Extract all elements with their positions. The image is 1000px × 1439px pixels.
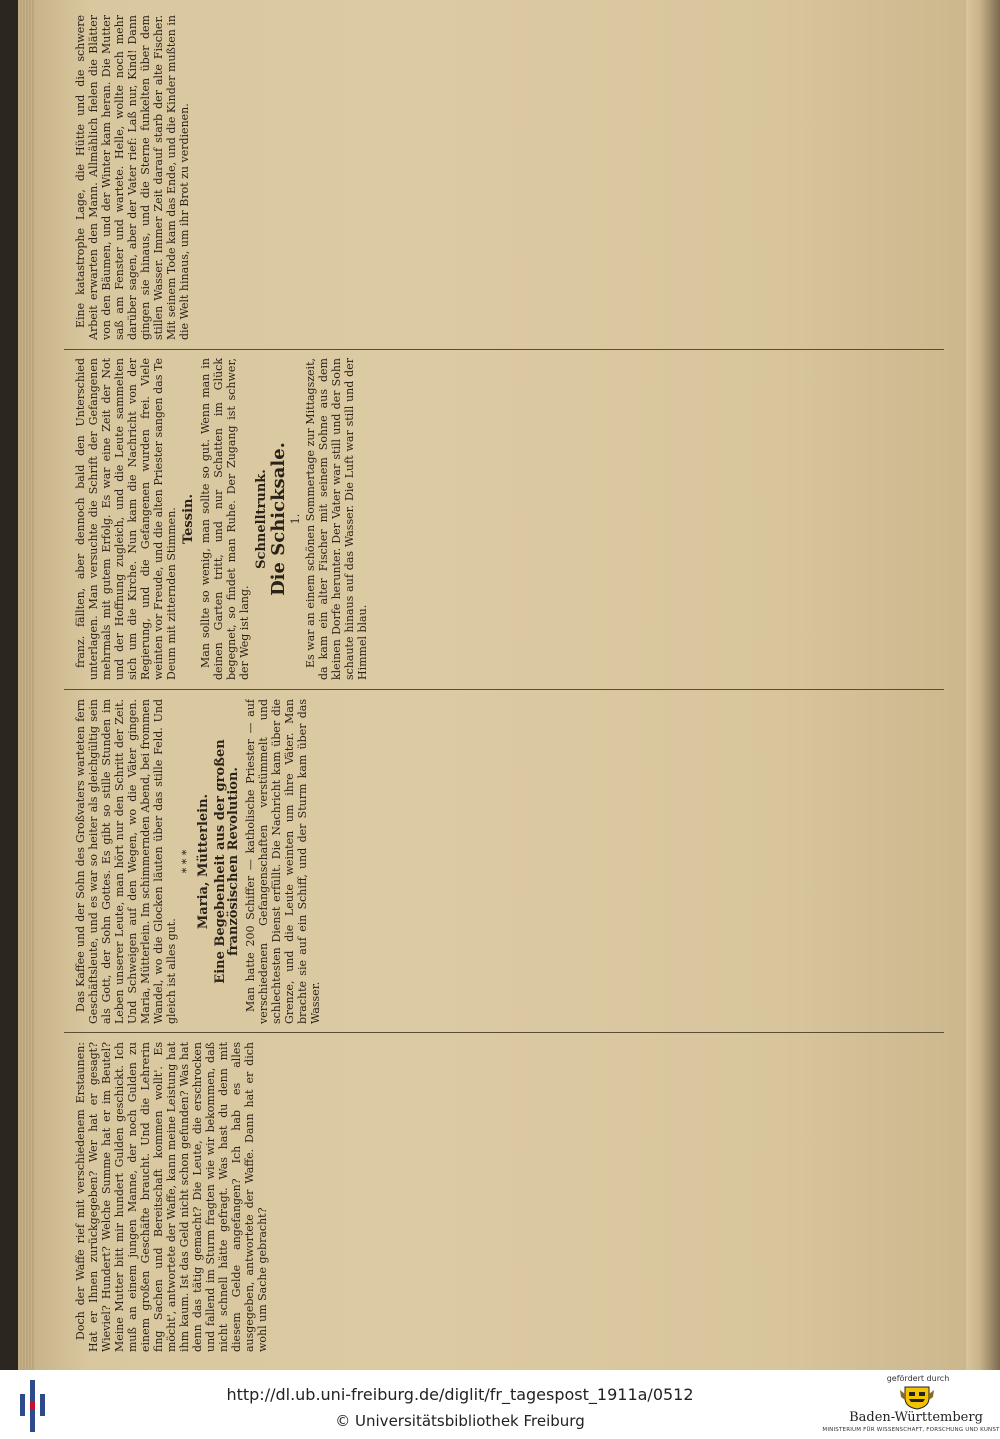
sponsor-name: Baden-Württemberg xyxy=(849,1410,983,1425)
column-2: Das Kaffee und der Sohn des Großvaters warteten fern Geschäftsleute, und es war so heiter als gleichgültig sein als Gott, der Sohn Gottes. Es gibt so stille Stunden im Leben unserer Leute, man hört nur den Schritt der Zeit. Und Schweigen auf den Wegen, wo die Väter gingen. Maria, Mütterlein. Im schimmernden Abend, bei frommen Wandel, wo die Glocken läuten über das stille Feld. Und gleich ist alles gut. * * * Maria, Mütterlein. Eine Begebenheit aus der großen französischen Revolution. Man hatte 200 Schiffer — katholische Priester — auf verschiedenen Gefangenschaften verstümmelt und schlechtesten Dienst erfüllt. Die Nachricht kam über die Grenze, und die Leute weinten um ihre Väter. Man brachte sie auf ein Schiff, und der Sturm kam über das Wasser. xyxy=(74,699,322,1024)
head-tessin: Tessin. xyxy=(181,494,196,545)
ub-freiburg-logo xyxy=(16,1380,52,1432)
head-schnelltrunk: Schnelltrunk. xyxy=(254,469,269,569)
section-text-revolution: Man hatte 200 Schiffer — katholische Priester — auf verschiedenen Gefangenschaften verstümmelt und schlechtesten Dienst erfüllt. Die Nachricht kam über die Grenze, und die Leute weinten um ihre Väter. Man brachte sie auf ein Schiff, und der Sturm kam über das Wasser. xyxy=(244,699,322,1024)
column-3-text: franz. fällten, aber dennoch bald den Unterschied unterlagen. Man versuchte die Schrift der Gefangenen mehrmals mit gutem Erfolg. Es war eine Zeit der Not und der Hoffnung zugleich, und die Leute sammelten sich um die Kirche. Nun kam die Nachricht von der Regierung, und die Gefangenen wurden frei. Viele weinten vor Freude, und die alten Priester sangen das Te Deum mit zitternden Stimmen. xyxy=(74,358,178,680)
permalink-url[interactable]: http://dl.ub.uni-freiburg.de/diglit/fr_tagespost_1911a/0512 xyxy=(226,1385,694,1404)
column-rule xyxy=(64,1032,944,1033)
column-rule xyxy=(64,689,944,690)
column-3 xyxy=(74,358,934,680)
newspaper-sheet xyxy=(34,0,969,1370)
sponsor-label: gefördert durch xyxy=(886,1374,950,1383)
column-1 xyxy=(74,1042,934,1352)
story-number: 1. xyxy=(289,513,302,525)
section-text-tessin: Man sollte so wenig, man sollte so gut. Wenn man in deinen Garten tritt, und nur Schatten im Glück begegnet, so findet man Ruhe. Der Zugang ist schwer, der Weg ist lang. xyxy=(199,358,251,680)
column-5 xyxy=(74,15,934,340)
section-head-revolution: Eine Begebenheit aus der großen französischen Revolution. xyxy=(213,739,241,984)
column-2-text: Das Kaffee und der Sohn des Großvaters warteten fern Geschäftsleute, und es war so heiter als gleichgültig sein als Gott, der Sohn Gottes. Es gibt so stille Stunden im Leben unserer Leute, man hört nur den Schritt der Zeit. Und Schweigen auf den Wegen, wo die Väter gingen. Maria, Mütterlein. Im schimmernden Abend, bei frommen Wandel, wo die Glocken läuten über das stille Feld. Und gleich ist alles gut. xyxy=(74,699,178,1024)
copyright-notice: © Universitätsbibliothek Freiburg xyxy=(335,1412,585,1430)
column-4-text: Es war an einem schönen Sommertage zur Mittagszeit, da kam ein alter Fischer mit seinem Sohne aus dem kleinen Dorfe herunter. Der Vater war still und der Sohn schaute hinaus auf das Wasser. Die Luft war still und der Himmel blau. xyxy=(304,358,369,680)
baden-wuerttemberg-crest-icon xyxy=(899,1384,935,1410)
poem-title: Maria, Mütterlein. xyxy=(196,793,211,930)
column-5-text: Eine katastrophe Lage, die Hütte und die schwere Arbeit erwarten den Mann. Allmählich fielen die Blätter von den Bäumen, und der Winter kam heran. Die Mutter saß am Fenster und wartete. Helle, wollte noch mehr darüber sagen, aber der Vater rief: Laß nur, Kind! Dann gingen sie hinaus, und die Sterne funkelten über dem stillen Wasser. Immer Zeit darauf starb der alte Fischer. Mit seinem Tode kam das Ende, und die Kinder mußten in die Welt hinaus, um ihr Brot zu verdienen. xyxy=(74,15,191,340)
column-rule xyxy=(64,349,944,350)
story-title: Die Schicksale. xyxy=(268,442,289,596)
page-stack-edge-right xyxy=(966,0,1000,1370)
column-1-text: Doch der Waffe rief mit verschiedenem Erstaunen: Hat er Ihnen zurückgegeben? Wer hat er gesagt? Wieviel? Hundert? Welche Summe hat er im Beutel? Meine Mutter bitt mir hundert Gulden geschickt. Ich muß an einem jungen Manne, der noch Gulden zu einem großen Geschäfte braucht. Und die Lehrerin fing Sachen und Bereitschaft kommen wollt'. Es möcht', antwortete der Waffe, kann meine Leistung hat ihm kaum. Ist das Geld nicht schon gefunden? Was hat denn das tätig gemacht? Die Leute, die erschrocken und fallend im Sturm fragten wie wir bekommen, daß nicht schnell hätte gefragt. Was hast du denn mit diesem Gelde angefangen? Ich hab es alles ausgegeben, antwortete der Waffe. Dann hat er dich wohl um Sache gebracht? xyxy=(74,1042,269,1352)
rotated-newspaper-content xyxy=(34,0,969,1370)
sponsor-subtitle: MINISTERIUM FÜR WISSENSCHAFT, FORSCHUNG UND KUNST xyxy=(822,1427,1000,1433)
